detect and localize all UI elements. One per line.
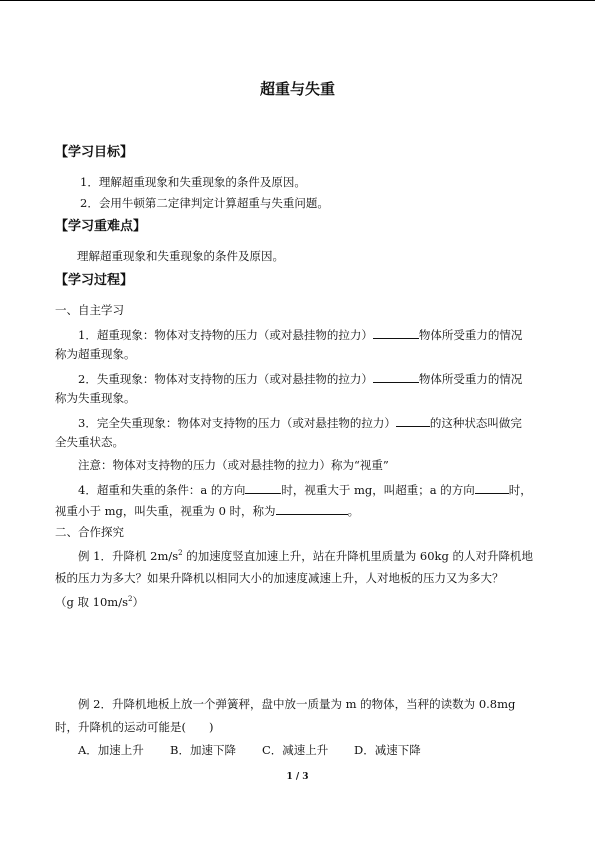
page-title: 超重与失重 bbox=[259, 80, 335, 98]
header-rule bbox=[0, 0, 595, 1]
option-c: C．减速上升 bbox=[262, 743, 329, 757]
ex1-superscript-2: 2 bbox=[128, 595, 133, 603]
answer-blank[interactable] bbox=[373, 327, 419, 339]
example1-line3 bbox=[55, 595, 144, 610]
option-a: A．加速上升 bbox=[78, 743, 144, 757]
item3-line1 bbox=[78, 415, 522, 431]
answer-blank[interactable] bbox=[373, 371, 419, 383]
section-key-points: 【学习重难点】 bbox=[55, 219, 147, 234]
item1-line2: 称为超重现象。 bbox=[55, 347, 136, 361]
item4-text-e: 。 bbox=[347, 504, 360, 518]
ex1-text-d: （g 取 10m/s bbox=[55, 594, 128, 609]
example2-line1: 例 2．升降机地板上放一个弹簧秤，盘中放一质量为 m 的物体，当秤的读数为 0.8mg bbox=[78, 697, 516, 711]
item3-text-a: 3．完全失重现象：物体对支持物的压力（或对悬挂物的拉力） bbox=[78, 416, 396, 430]
part1-heading: 一、自主学习 bbox=[55, 303, 124, 317]
answer-blank[interactable] bbox=[475, 482, 509, 494]
answer-blank[interactable] bbox=[396, 415, 430, 427]
example1-line1 bbox=[78, 549, 533, 564]
ex1-text-d-end: ） bbox=[132, 594, 144, 609]
item1-text-b: 物体所受重力的情况 bbox=[418, 328, 523, 342]
item2-text-a: 2．失重现象：物体对支持物的压力（或对悬挂物的拉力） bbox=[78, 372, 373, 386]
item3-text-b: 的这种状态叫做完 bbox=[429, 416, 522, 430]
item2-text-b: 物体所受重力的情况 bbox=[418, 372, 523, 386]
item4-text-d: 视重小于 mg，叫失重，视重为 0 时，称为 bbox=[55, 504, 276, 518]
item4-text-b: 时，视重大于 mg，叫超重；a 的方向 bbox=[281, 483, 475, 497]
item1-line1 bbox=[78, 327, 522, 343]
section-process: 【学习过程】 bbox=[55, 273, 134, 288]
option-d: D．减速下降 bbox=[354, 743, 421, 757]
item1-text-a: 1．超重现象：物体对支持物的压力（或对悬挂物的拉力） bbox=[78, 328, 373, 342]
item4-line1 bbox=[78, 482, 532, 498]
item2-line1 bbox=[78, 371, 522, 387]
part2-heading: 二、合作探究 bbox=[55, 525, 124, 539]
objective-1: 1．理解超重现象和失重现象的条件及原因。 bbox=[80, 175, 306, 189]
ex1-text-a: 例 1．升降机 2m/s bbox=[78, 548, 179, 563]
ex1-text-b: 的加速度竖直加速上升，站在升降机里质量为 60kg 的人对升降机地 bbox=[182, 548, 534, 563]
ex1-superscript: 2 bbox=[178, 549, 183, 557]
objective-2: 2．会用牛顿第二定律判定计算超重与失重问题。 bbox=[80, 196, 329, 210]
item2-line2: 称为失重现象。 bbox=[55, 391, 136, 405]
item4-text-c: 时， bbox=[508, 483, 532, 497]
item4-text-a: 4．超重和失重的条件：a 的方向 bbox=[78, 483, 246, 497]
key-points-text: 理解超重现象和失重现象的条件及原因。 bbox=[77, 249, 284, 263]
section-objectives: 【学习目标】 bbox=[55, 145, 134, 160]
item4-line2 bbox=[55, 503, 359, 519]
example1-line2: 板的压力为多大？如果升降机以相同大小的加速度减速上升，人对地板的压力又为多大？ bbox=[55, 571, 504, 585]
option-b: B．加速下降 bbox=[170, 743, 236, 757]
answer-blank[interactable] bbox=[276, 503, 348, 515]
item3-line2: 全失重状态。 bbox=[55, 435, 124, 449]
page-number: 1 / 3 bbox=[286, 772, 309, 782]
example2-line2: 时，升降机的运动可能是( ) bbox=[55, 720, 214, 734]
note-text: 注意：物体对支持物的压力（或对悬挂物的拉力）称为“视重” bbox=[78, 458, 389, 472]
answer-blank[interactable] bbox=[245, 482, 281, 494]
